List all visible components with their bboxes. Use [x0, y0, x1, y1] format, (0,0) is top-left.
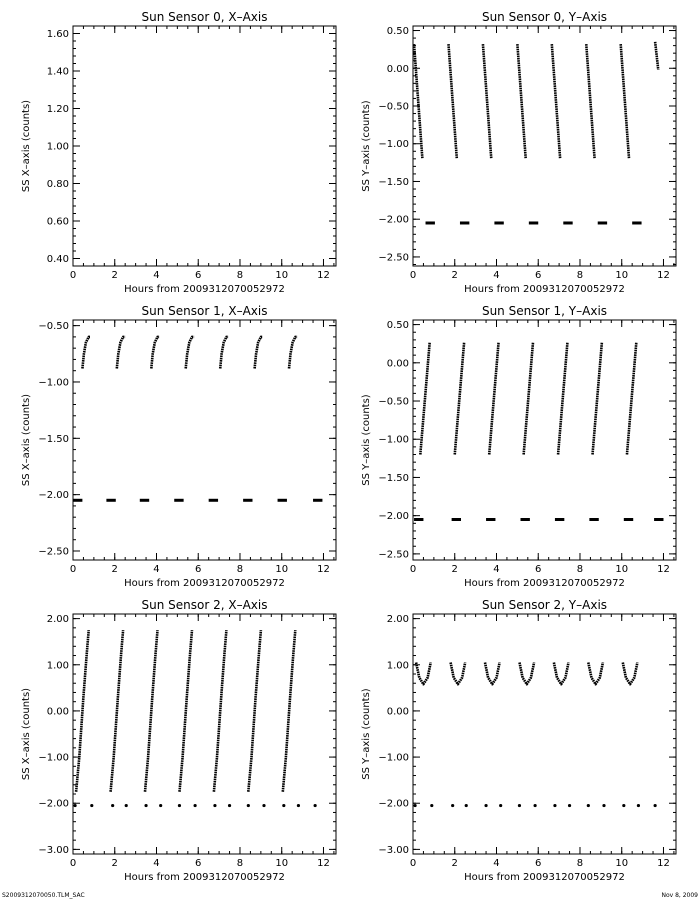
chart-title: Sun Sensor 2, Y–Axis [481, 598, 608, 612]
y-tick-label: −2.00 [38, 798, 69, 810]
data-trace [593, 342, 602, 454]
x-tick-label: 4 [153, 270, 160, 281]
y-tick-label: −0.50 [378, 396, 409, 408]
data-point [568, 804, 571, 807]
chart-panel-1 [361, 10, 676, 295]
data-point [484, 804, 487, 807]
data-trace [111, 630, 124, 792]
x-tick-label: 12 [657, 270, 670, 281]
data-point [430, 804, 433, 807]
y-tick-label: 0.50 [386, 26, 409, 38]
x-tick-label: 8 [236, 270, 244, 281]
data-point [159, 804, 162, 807]
data-trace [414, 44, 422, 159]
data-point [602, 804, 605, 807]
data-trace [554, 663, 569, 685]
y-tick-label: −1.00 [38, 377, 69, 389]
y-tick-label: −1.00 [378, 139, 409, 151]
x-tick-label: 12 [317, 270, 330, 281]
plot-frame [73, 614, 336, 854]
x-axis-label: Hours from 2009312070052972 [124, 872, 285, 883]
data-trace [558, 342, 567, 454]
x-tick-label: 0 [69, 270, 77, 281]
y-tick-label: 0.80 [46, 179, 69, 190]
data-point [518, 804, 521, 807]
data-point [144, 804, 147, 807]
x-tick-label: 10 [275, 858, 289, 869]
data-point [262, 804, 265, 807]
data-point [282, 804, 285, 807]
x-tick-label: 12 [317, 858, 330, 869]
data-point [90, 804, 93, 807]
data-point [587, 804, 590, 807]
chart-panel-0 [21, 10, 336, 295]
data-point [654, 804, 657, 807]
data-point [553, 804, 556, 807]
chart-title: Sun Sensor 1, Y–Axis [481, 304, 608, 318]
data-trace [621, 44, 629, 159]
y-tick-label: 1.00 [46, 141, 69, 153]
chart-title: Sun Sensor 0, Y–Axis [481, 10, 608, 24]
data-trace [289, 337, 297, 369]
y-tick-label: −1.50 [378, 176, 409, 188]
plot-frame [413, 320, 676, 560]
data-point [73, 804, 76, 807]
data-point [247, 804, 250, 807]
x-axis-label: Hours from 2009312070052972 [124, 284, 285, 295]
data-trace [524, 342, 533, 454]
chart-panel-3 [361, 304, 676, 589]
data-trace [517, 44, 525, 159]
x-tick-label: 0 [409, 564, 417, 575]
data-trace [489, 342, 498, 454]
chart-panel-2 [21, 304, 336, 589]
x-tick-label: 4 [493, 270, 500, 281]
y-tick-label: −2.00 [378, 214, 409, 226]
data-point [637, 804, 640, 807]
data-point [465, 804, 468, 807]
data-trace [448, 44, 456, 159]
y-tick-label: −1.00 [378, 434, 409, 446]
y-tick-label: 2.00 [386, 614, 409, 626]
chart-panel-5 [361, 598, 676, 883]
y-tick-label: −2.00 [38, 490, 69, 502]
y-axis-label: SS X–axis (counts) [21, 687, 32, 781]
data-trace [145, 630, 158, 792]
plot-frame [413, 614, 676, 854]
data-trace [483, 44, 491, 159]
data-trace [186, 337, 194, 369]
footer-filename: S2009312070050.TLM_SAC [2, 892, 85, 899]
plot-frame [413, 26, 676, 266]
y-tick-label: 2.00 [46, 614, 69, 626]
data-trace [248, 630, 261, 792]
data-point [178, 804, 181, 807]
y-tick-label: −2.00 [378, 798, 409, 810]
data-trace [214, 630, 227, 792]
x-tick-label: 4 [153, 564, 160, 575]
data-trace [623, 663, 638, 685]
y-axis-label: SS Y–axis (counts) [361, 394, 372, 486]
x-tick-label: 12 [657, 858, 670, 869]
data-trace [485, 663, 500, 685]
data-trace [451, 663, 466, 685]
chart-title: Sun Sensor 1, X–Axis [141, 304, 268, 318]
y-axis-label: SS X–axis (counts) [21, 393, 32, 487]
data-point [194, 804, 197, 807]
x-tick-label: 6 [195, 858, 202, 869]
data-point [622, 804, 625, 807]
data-trace [220, 337, 228, 369]
x-tick-label: 2 [111, 564, 118, 575]
x-tick-label: 6 [535, 858, 542, 869]
data-point [413, 804, 416, 807]
data-point [213, 804, 216, 807]
data-trace [588, 663, 603, 685]
x-tick-label: 6 [195, 270, 202, 281]
y-axis-label: SS Y–axis (counts) [361, 688, 372, 780]
y-tick-label: −1.50 [378, 472, 409, 484]
x-tick-label: 2 [451, 564, 458, 575]
data-trace [552, 44, 560, 159]
x-axis-label: Hours from 2009312070052972 [464, 872, 625, 883]
data-point [297, 804, 300, 807]
data-point [314, 804, 317, 807]
y-tick-label: 1.40 [46, 66, 69, 78]
y-tick-label: 0.40 [46, 254, 69, 265]
plot-frame [73, 320, 336, 560]
data-point [125, 804, 128, 807]
x-tick-label: 8 [576, 564, 584, 575]
y-tick-label: 0.00 [386, 358, 409, 370]
x-tick-label: 6 [535, 270, 542, 281]
x-tick-label: 6 [535, 564, 542, 575]
data-trace [255, 337, 263, 369]
x-axis-label: Hours from 2009312070052972 [464, 284, 625, 295]
y-tick-label: −1.00 [38, 752, 69, 764]
x-tick-label: 0 [69, 564, 77, 575]
x-tick-label: 4 [153, 858, 160, 869]
x-tick-label: 8 [236, 564, 244, 575]
y-tick-label: 1.60 [46, 29, 69, 40]
data-point [451, 804, 454, 807]
x-axis-label: Hours from 2009312070052972 [464, 578, 625, 589]
data-trace [627, 342, 636, 454]
data-trace [420, 342, 429, 454]
x-tick-label: 10 [615, 858, 629, 869]
x-tick-label: 8 [236, 858, 244, 869]
x-tick-label: 6 [195, 564, 202, 575]
data-trace [455, 342, 464, 454]
y-tick-label: 0.00 [386, 63, 409, 75]
data-point [534, 804, 537, 807]
chart-panel-4 [21, 598, 336, 883]
data-trace [151, 337, 159, 369]
data-trace [180, 630, 193, 792]
y-tick-label: 1.20 [46, 104, 69, 115]
plot-frame [73, 26, 336, 266]
x-tick-label: 10 [275, 564, 289, 575]
x-tick-label: 2 [111, 858, 118, 869]
data-trace [82, 337, 90, 369]
x-tick-label: 12 [317, 564, 330, 575]
x-tick-label: 2 [451, 858, 458, 869]
data-trace [655, 42, 658, 70]
chart-title: Sun Sensor 0, X–Axis [141, 10, 268, 24]
x-tick-label: 8 [576, 270, 584, 281]
y-tick-label: −2.50 [378, 252, 409, 264]
data-point [499, 804, 502, 807]
y-axis-label: SS X–axis (counts) [21, 99, 32, 193]
y-tick-label: −3.00 [38, 844, 69, 856]
y-tick-label: 1.00 [386, 660, 409, 672]
y-tick-label: 0.00 [386, 706, 409, 718]
x-tick-label: 10 [275, 270, 289, 281]
y-tick-label: −0.50 [378, 101, 409, 113]
y-tick-label: 0.00 [46, 706, 69, 718]
x-tick-label: 4 [493, 564, 500, 575]
x-tick-label: 8 [576, 858, 584, 869]
footer-date: Nov 8, 2009 [661, 892, 698, 899]
y-tick-label: 0.50 [386, 320, 409, 332]
x-tick-label: 4 [493, 858, 500, 869]
y-tick-label: −3.00 [378, 844, 409, 856]
x-tick-label: 2 [451, 270, 458, 281]
y-tick-label: 0.60 [46, 216, 69, 228]
data-trace [283, 630, 296, 792]
x-tick-label: 0 [409, 858, 417, 869]
y-tick-label: −2.00 [378, 511, 409, 523]
data-trace [416, 663, 431, 685]
x-tick-label: 2 [111, 270, 118, 281]
x-tick-label: 0 [409, 270, 417, 281]
chart-title: Sun Sensor 2, X–Axis [141, 598, 268, 612]
x-tick-label: 10 [615, 564, 629, 575]
y-tick-label: −1.50 [38, 433, 69, 445]
data-point [111, 804, 114, 807]
y-tick-label: 1.00 [46, 660, 69, 672]
data-trace [520, 663, 535, 685]
data-point [228, 804, 231, 807]
y-tick-label: −2.50 [378, 549, 409, 561]
data-trace [586, 44, 594, 159]
y-axis-label: SS Y–axis (counts) [361, 100, 372, 192]
y-tick-label: −2.50 [38, 546, 69, 558]
y-tick-label: −0.50 [38, 321, 69, 333]
x-tick-label: 0 [69, 858, 77, 869]
y-tick-label: −1.00 [378, 752, 409, 764]
x-tick-label: 12 [657, 564, 670, 575]
x-tick-label: 10 [615, 270, 629, 281]
x-axis-label: Hours from 2009312070052972 [124, 578, 285, 589]
data-trace [117, 337, 125, 369]
